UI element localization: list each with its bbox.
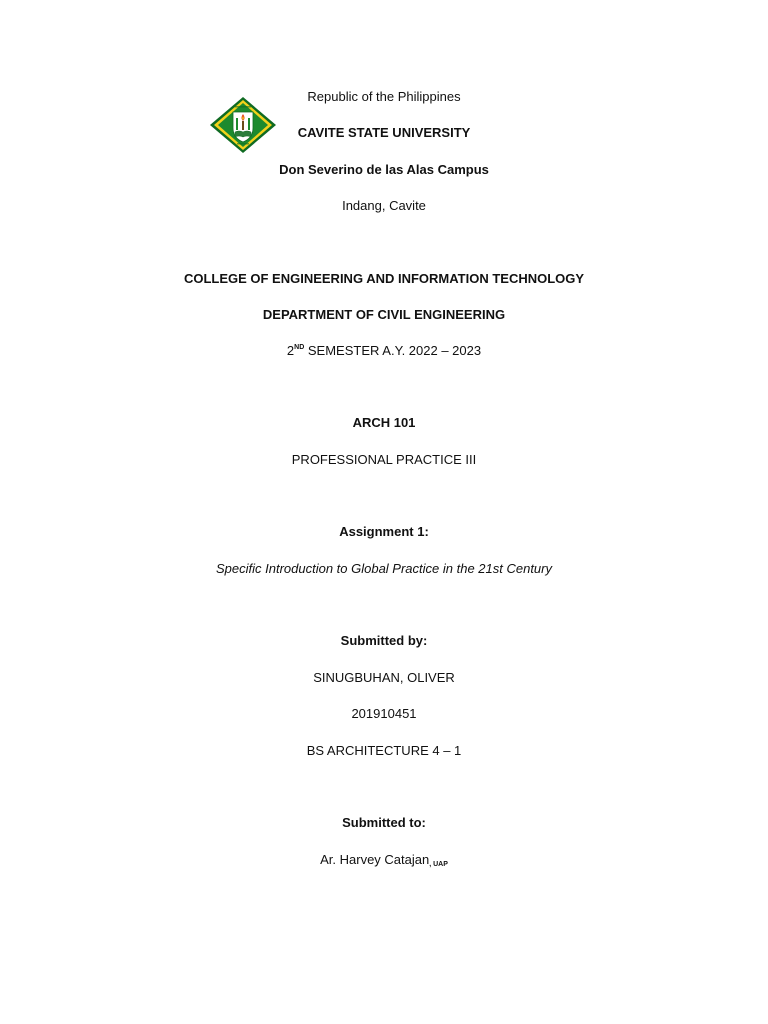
course-code: ARCH 101 [352, 415, 416, 430]
instructor-suffix: , UAP [429, 861, 448, 868]
instructor-name: Ar. Harvey Catajan [320, 852, 430, 867]
submitted-to-label: Submitted to: [342, 815, 426, 830]
department-name: DEPARTMENT OF CIVIL ENGINEERING [262, 307, 506, 322]
submitted-by-label: Submitted by: [340, 633, 428, 648]
semester-number: 2 [286, 343, 295, 358]
assignment-label: Assignment 1: [339, 524, 429, 539]
campus-location: Indang, Cavite [342, 198, 426, 213]
instructor-line [0, 852, 768, 873]
student-program: BS ARCHITECTURE 4 – 1 [306, 743, 462, 758]
semester-suffix: ND [294, 344, 305, 351]
university-name: CAVITE STATE UNIVERSITY [297, 125, 471, 140]
campus-name: Don Severino de las Alas Campus [279, 162, 489, 177]
semester-rest: SEMESTER A.Y. 2022 – 2023 [304, 343, 482, 358]
semester-line [0, 343, 768, 359]
college-name: COLLEGE OF ENGINEERING AND INFORMATION TECHNOLOGY [183, 271, 585, 286]
republic-line: Republic of the Philippines [307, 89, 461, 104]
student-number: 201910451 [351, 706, 417, 721]
course-title: PROFESSIONAL PRACTICE III [291, 452, 477, 467]
assignment-title: Specific Introduction to Global Practice in the 21st Century [215, 561, 552, 576]
student-name: SINUGBUHAN, OLIVER [313, 670, 455, 685]
